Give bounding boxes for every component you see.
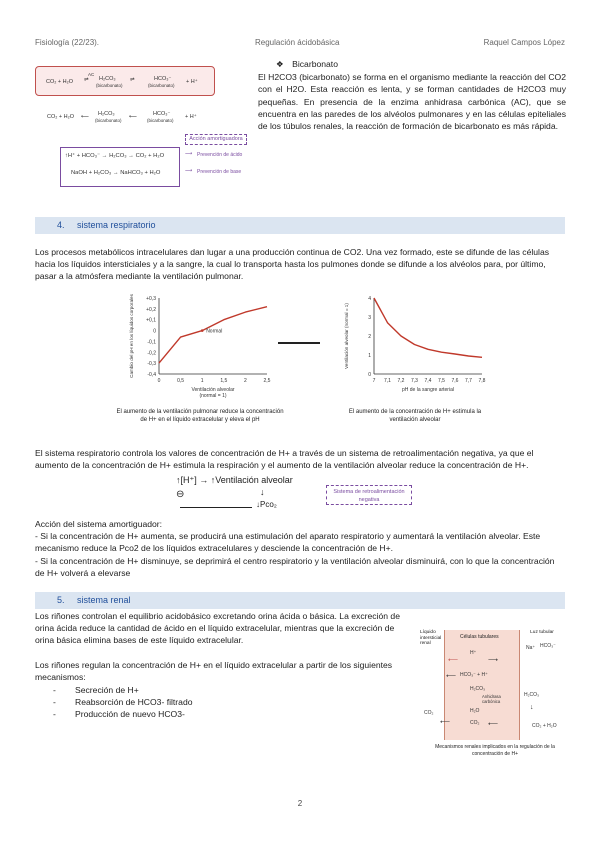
kidney-co2-left: CO₂ xyxy=(424,710,434,716)
y-tick-label: 2 xyxy=(368,334,371,340)
action-block xyxy=(35,518,565,579)
x-tick-label: 7,1 xyxy=(384,378,391,384)
list-item: - Secreción de H+ xyxy=(35,684,410,696)
kidney-hco3-h: HCO₃⁻ + H⁺ xyxy=(460,672,488,678)
section-4-para1: Los procesos metabólicos intracelulares dan lugar a una producción continua de CO2. Una vez formado, este se difunde de las células hacia los líquidos intersticiales y a la sangre, la cual lo transporta hasta los pulmones donde se difunde a los alvéolos para, por último, pasar a la atmósfera mediante la ventilación pulmonar. xyxy=(35,247,550,282)
kidney-diagram xyxy=(420,628,570,758)
y-tick-label: -0,4 xyxy=(147,372,156,378)
kidney-h2o: H₂O xyxy=(470,708,480,714)
note-acid-arrow: ⟶ xyxy=(185,151,193,157)
action-increase: - Si la concentración de H+ aumenta, se producirá una estimulación del aparato respiratorio y aumentará la ventilación alveolar. Este mecanismo reduce la Pco2 de los líquidos extracelulares y desciende la concentración de H+. xyxy=(35,531,541,554)
x-axis-label: Ventilación alveolar xyxy=(191,387,235,393)
label-cells: Células tubulares xyxy=(460,634,499,640)
x-tick-label: 7,2 xyxy=(397,378,405,384)
chart-connector xyxy=(278,342,320,344)
x-tick-label: 0,5 xyxy=(177,378,185,384)
reaction-base: NaOH + H₂CO₃ → NaHCO₃ + H₂O xyxy=(71,170,161,176)
y-tick-label: 0 xyxy=(153,328,156,335)
x-tick-label: 2,5 xyxy=(263,378,271,384)
x-axis-sublabel: (normal = 1) xyxy=(199,393,227,399)
y-tick-label: 0 xyxy=(368,372,371,378)
bicarbonato-bullet: ❖ xyxy=(276,59,284,69)
eq1-right-sub: (bicarbonato) xyxy=(148,83,175,88)
buffer-diagram xyxy=(35,66,250,191)
section-5-title: sistema renal xyxy=(77,595,131,605)
eq1-box xyxy=(35,66,215,96)
y-tick-label: +0,2 xyxy=(146,306,156,313)
eq1-arrow: ⇌ xyxy=(84,77,89,83)
kidney-h-top: H⁺ xyxy=(470,650,477,656)
x-tick-label: 1 xyxy=(200,378,204,384)
y-tick-label: 4 xyxy=(368,296,371,302)
kidney-na: Na⁺ xyxy=(526,645,536,651)
y-tick-label: 3 xyxy=(368,315,371,321)
list-item: - Producción de nuevo HCO3- xyxy=(35,708,410,720)
note-base-arrow: ⟶ xyxy=(185,168,193,174)
label-lumen: Luz tubular xyxy=(530,630,554,635)
action-title: Acción del sistema amortiguador: xyxy=(35,519,163,529)
series-line xyxy=(159,307,267,363)
kidney-caption: Mecanismos renales implicados en la regulación de la concentración de H+ xyxy=(435,744,555,757)
chart2-caption: El aumento de la concentración de H+ estimula la ventilación alveolar xyxy=(348,409,482,423)
header-subject: Fisiología (22/23). xyxy=(35,38,100,47)
eq1-end: + H⁺ xyxy=(186,79,198,85)
kidney-ac: Anhidrasa carbónica xyxy=(482,694,501,704)
series-line xyxy=(374,298,482,357)
kidney-hco3-lumen: HCO₃⁻ xyxy=(540,643,556,649)
x-tick-label: 1,5 xyxy=(220,378,228,384)
section-4-heading xyxy=(35,217,565,234)
x-tick-label: 7,5 xyxy=(438,378,445,384)
kidney-arrow-1: ⟵ xyxy=(448,657,459,664)
tubular-cell xyxy=(444,630,520,740)
loop-minus: ⊖ xyxy=(176,489,185,500)
eq1-mid-sub: (bicarbonato) xyxy=(96,83,123,88)
note-acid: Prevención de ácido xyxy=(197,152,243,158)
y-axis-label: Cambio del pH en los líquidos corporales xyxy=(129,294,134,378)
eq2-mid: H₂CO₃ xyxy=(98,111,115,117)
x-tick-label: 7,6 xyxy=(451,378,459,384)
y-tick-label: 1 xyxy=(368,353,371,359)
eq2-mid-sub: (bicarbonato) xyxy=(95,118,122,123)
x-axis-label: pH de la sangre arterial xyxy=(402,387,454,393)
eq1-left: CO₂ + H₂O xyxy=(46,79,74,85)
y-axis-label: Ventilación alveolar (normal = 1) xyxy=(344,303,349,369)
kidney-arrow-3: ⟵ xyxy=(446,673,457,680)
x-tick-label: 0 xyxy=(157,378,161,384)
eq2-right-sub: (bicarbonato) xyxy=(147,118,174,123)
y-tick-label: +0,3 xyxy=(146,296,156,302)
note-base: Prevención de base xyxy=(197,169,242,175)
section-4-title: sistema respiratorio xyxy=(77,220,156,230)
section-5-number: 5. xyxy=(57,595,65,605)
list-item: - Reabsorción de HCO3- filtrado xyxy=(35,696,410,708)
section-5-heading xyxy=(35,592,565,609)
header-author: Raquel Campos López xyxy=(483,38,565,47)
x-tick-label: 7,8 xyxy=(478,378,486,384)
x-tick-label: 7 xyxy=(372,378,376,384)
y-tick-label: -0,3 xyxy=(147,361,156,368)
mechanisms-list xyxy=(35,684,410,721)
section-5-para2: Los riñones regulan la concentración de H+ en el líquido extracelular a partir de los siguientes mecanismos: xyxy=(35,660,393,683)
chart-ventilation-vs-ph xyxy=(340,292,490,400)
action-decrease: - Si la concentración de H+ disminuye, se deprimirá el centro respiratorio y la ventilación alveolar disminuirá, con lo que la concentración de H+ volverá a elevarse xyxy=(35,555,555,578)
x-tick-label: 7,7 xyxy=(465,378,472,384)
kidney-lumen-end: CO₂ + H₂O xyxy=(532,723,557,729)
page-number: 2 xyxy=(297,799,303,808)
label-interstitial: Líquido intersticial renal xyxy=(420,630,442,646)
loop-bottom: ↓Pco₂ xyxy=(256,500,277,509)
buffer-action-label: Acción amortiguadora xyxy=(185,134,247,145)
y-tick-label: +0,1 xyxy=(146,317,156,324)
annotation-point xyxy=(201,329,204,332)
eq2-right: HCO₃⁻ xyxy=(153,111,171,117)
header-topic: Regulación ácidobásica xyxy=(255,38,340,47)
kidney-h2co3: H₂CO₃ xyxy=(470,686,486,692)
kidney-arrow-6: ⟵ xyxy=(488,721,499,728)
x-tick-label: 7,4 xyxy=(424,378,432,384)
loop-label-box: Sistema de retroalimentación negativa xyxy=(326,485,412,505)
x-tick-label: 2 xyxy=(244,378,247,384)
kidney-co2-cell: CO₂ xyxy=(470,720,480,726)
eq2-end: + H⁺ xyxy=(185,114,197,120)
y-tick-label: -0,2 xyxy=(147,350,156,357)
eq2-arrow: ⟵ xyxy=(81,114,89,120)
kidney-arrow-4: ↓ xyxy=(530,704,534,711)
eq2-left: CO₂ + H₂O xyxy=(47,114,75,120)
eq1-ac: AC xyxy=(88,72,95,77)
loop-return-line xyxy=(180,507,252,508)
section-5-para1: Los riñones controlan el equilibrio acidobásico excretando orina ácida o básica. La excreción de orina ácida reduce la cantidad de ácido en el líquido extracelular, mientras que la excreción de orina básica elimina bases de este líquido extracelular. xyxy=(35,611,400,646)
eq2-row xyxy=(35,110,235,130)
feedback-loop xyxy=(176,475,426,515)
loop-top: ↑[H⁺] → ↑Ventilación alveolar xyxy=(176,475,293,485)
y-tick-label: -0,1 xyxy=(147,339,156,346)
reaction-acid: ↑H⁺ + HCO₃⁻ → H₂CO₃ → CO₂ + H₂O xyxy=(65,153,165,159)
bicarbonato-block xyxy=(258,58,566,132)
reaction-box xyxy=(60,147,180,187)
chart1-caption: El aumento de la ventilación pulmonar reduce la concentración de H+ en el líquido extracelular y eleva el pH xyxy=(116,409,284,423)
kidney-arrow-5: ⟵ xyxy=(440,719,451,726)
eq2-arrow2: ⟵ xyxy=(129,114,137,120)
section-4-para2: El sistema respiratorio controla los valores de concentración de H+ a través de un sistema de retroalimentación negativa, ya que el aumento de la concentración de H+ estimula la respiración y el aumento de la ventilación alveolar reduce la concentración de H+. xyxy=(35,448,534,471)
bicarbonato-title: Bicarbonato xyxy=(292,59,338,69)
eq1-right: HCO₃⁻ xyxy=(154,76,172,82)
x-tick-label: 7,3 xyxy=(411,378,418,384)
kidney-arrow-2: ⟶ xyxy=(488,657,499,664)
kidney-lumen-h2co3: H₂CO₃ xyxy=(524,692,540,698)
section-4-number: 4. xyxy=(57,220,65,230)
chart-ph-vs-ventilation xyxy=(125,292,275,400)
annotation-label: Normal xyxy=(206,328,223,335)
loop-down-arrow: ↓ xyxy=(260,487,265,497)
eq1-arrow2: ⇌ xyxy=(130,77,135,83)
eq1-mid: H₂CO₃ xyxy=(99,76,116,82)
bicarbonato-text: El H2CO3 (bicarbonato) se forma en el organismo mediante la reacción del CO2 con el H2O. Esta reacción es lenta, y se forman cantidades de H2CO3 muy pequeñas. En presencia de la enzima anhidrasa carbónica (AC), que se encuentra en las paredes de los alvéolos pulmonares y en las células epiteliales de los túbulos renales, la reacción de formación de bicarbonato es más rápida. xyxy=(258,72,566,132)
